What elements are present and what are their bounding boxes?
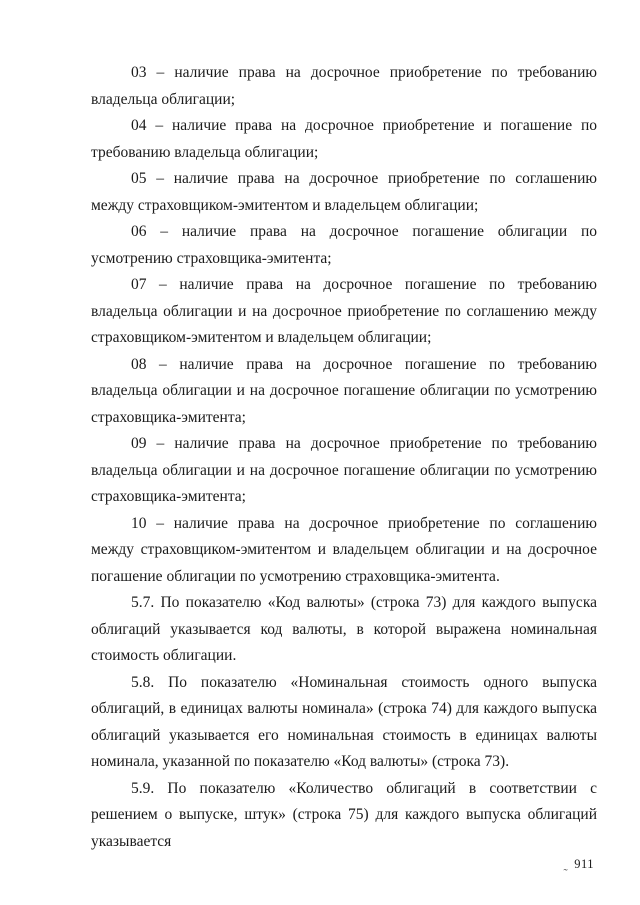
page-number-value: 911 [574,857,594,871]
paragraph-5-9: 5.9. По показателю «Количество облигаций в соответствии с решением о выпуске, штук» (строка 75) для каждого выпуска облигаций указывается [91,779,597,850]
paragraph-07: 07 – наличие права на досрочное погашение по требованию владельца облигации и на досрочное приобретение по соглашению между страховщиком-эмитентом и владельцем облигации; [91,276,597,346]
paragraph-08: 08 – наличие права на досрочное погашение по требованию владельца облигации и на досрочное погашение облигации по усмотрению страховщика-эмитента; [91,355,597,426]
paragraph-03: 03 – наличие права на досрочное приобретение по требованию владельца облигации; [91,64,597,108]
paragraph-06: 06 – наличие права на досрочное погашение облигации по усмотрению страховщика-эмитента; [91,223,597,267]
paragraph-5-7: 5.7. По показателю «Код валюты» (строка 73) для каждого выпуска облигаций указывается код валюты, в которой выражена номинальная стоимость облигации. [91,594,597,664]
paragraph-04: 04 – наличие права на досрочное приобретение и погашение по требованию владельца облигации; [91,117,597,161]
paragraph-09: 09 – наличие права на досрочное приобретение по требованию владельца облигации и на досрочное погашение облигации по усмотрению страховщика-эмитента; [91,435,597,505]
document-body [91,60,597,855]
page-number [564,857,594,872]
paragraph-5-8: 5.8. По показателю «Номинальная стоимость одного выпуска облигаций, в единицах валюты номинала» (строка 74) для каждого выпуска облигаций указывается его номинальная стоимость в единицах валюты номинала, указанной по показателю «Код валюты» (строка 73). [91,673,597,770]
paragraph-10: 10 – наличие права на досрочное приобретение по соглашению между страховщиком-эмитентом и владельцем облигации и на досрочное погашение облигации по усмотрению страховщика-эмитента. [91,514,597,585]
scan-mark-icon: ˷ [563,857,569,871]
paragraph-05: 05 – наличие права на досрочное приобретение по соглашению между страховщиком-эмитентом и владельцем облигации; [91,170,597,214]
